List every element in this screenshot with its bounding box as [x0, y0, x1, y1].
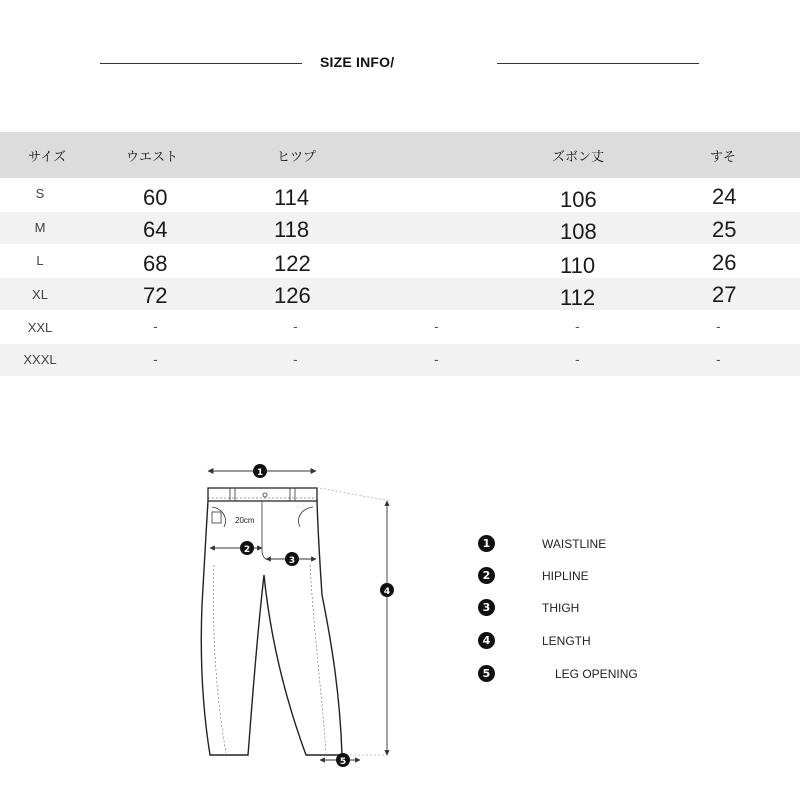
legend-number: 2	[478, 567, 495, 584]
pocket-measure-label: 20cm	[235, 516, 255, 525]
hip-value: 126	[274, 283, 311, 308]
table-row	[0, 344, 800, 376]
header-hem: すそ	[710, 150, 737, 165]
legend-label: WAISTLINE	[542, 537, 607, 551]
hip-value: -	[293, 320, 298, 335]
legend-label: LEG OPENING	[555, 667, 638, 681]
table-row	[0, 246, 800, 278]
hem-value: -	[716, 320, 721, 335]
waist-value: 60	[143, 185, 168, 210]
length-value: 106	[560, 187, 597, 212]
size-label: M	[34, 220, 46, 235]
hem-value: 25	[712, 217, 737, 242]
svg-text:3: 3	[288, 556, 296, 566]
header-size: サイズ	[28, 150, 66, 165]
table-row	[0, 278, 800, 310]
legend-number: 4	[478, 632, 495, 649]
svg-text:2: 2	[243, 545, 251, 555]
length-value: -	[575, 320, 580, 335]
marker-4	[380, 583, 394, 597]
legend-number: 1	[478, 535, 495, 552]
table-row	[0, 312, 800, 344]
legend-number: 3	[478, 599, 495, 616]
marker-1	[253, 464, 267, 478]
svg-text:4: 4	[383, 587, 391, 597]
waist-value: -	[153, 353, 158, 368]
hip-value: -	[293, 353, 298, 368]
table-header-row	[0, 132, 800, 178]
page-title: SIZE INFO/	[320, 54, 395, 70]
extra-value: -	[434, 320, 439, 335]
hip-value: 122	[274, 251, 311, 276]
svg-text:1: 1	[256, 468, 264, 478]
length-value: 112	[560, 285, 596, 310]
hip-value: 114	[274, 185, 310, 210]
size-label: S	[35, 186, 45, 201]
extra-value: -	[434, 353, 439, 368]
hip-value: 118	[274, 217, 310, 242]
waist-value: 68	[143, 251, 168, 276]
size-label: XL	[32, 287, 48, 302]
waist-value: 72	[143, 283, 168, 308]
waist-value: -	[153, 320, 158, 335]
pants-measurement-diagram	[190, 455, 420, 785]
legend-label: LENGTH	[542, 634, 591, 648]
hem-value: 26	[712, 250, 737, 275]
table-row	[0, 180, 800, 212]
svg-text:5: 5	[339, 757, 347, 767]
marker-3	[285, 552, 299, 566]
legend-label: THIGH	[542, 601, 580, 615]
marker-5	[336, 753, 350, 767]
pants-outline	[201, 501, 342, 755]
marker-2	[240, 541, 254, 555]
hem-value: 24	[712, 184, 737, 209]
length-value: -	[575, 353, 580, 368]
title-row	[0, 50, 800, 80]
hem-value: 27	[712, 282, 737, 307]
waist-value: 64	[143, 217, 168, 242]
legend-number: 5	[478, 665, 495, 682]
title-divider-left	[100, 63, 302, 64]
legend-label: HIPLINE	[542, 569, 589, 583]
header-length: ズボン丈	[552, 150, 605, 165]
size-label: L	[36, 253, 44, 268]
size-label: XXXL	[23, 352, 57, 367]
title-divider-right	[497, 63, 699, 64]
header-waist: ウエスト	[126, 150, 179, 165]
length-value: 108	[560, 219, 597, 244]
hem-value: -	[716, 353, 721, 368]
header-hip: ヒツプ	[277, 150, 317, 165]
pants-illustration	[190, 455, 420, 785]
length-value: 110	[560, 253, 596, 278]
size-label: XXL	[27, 320, 53, 335]
table-row	[0, 212, 800, 244]
waistband-shape	[208, 488, 317, 501]
